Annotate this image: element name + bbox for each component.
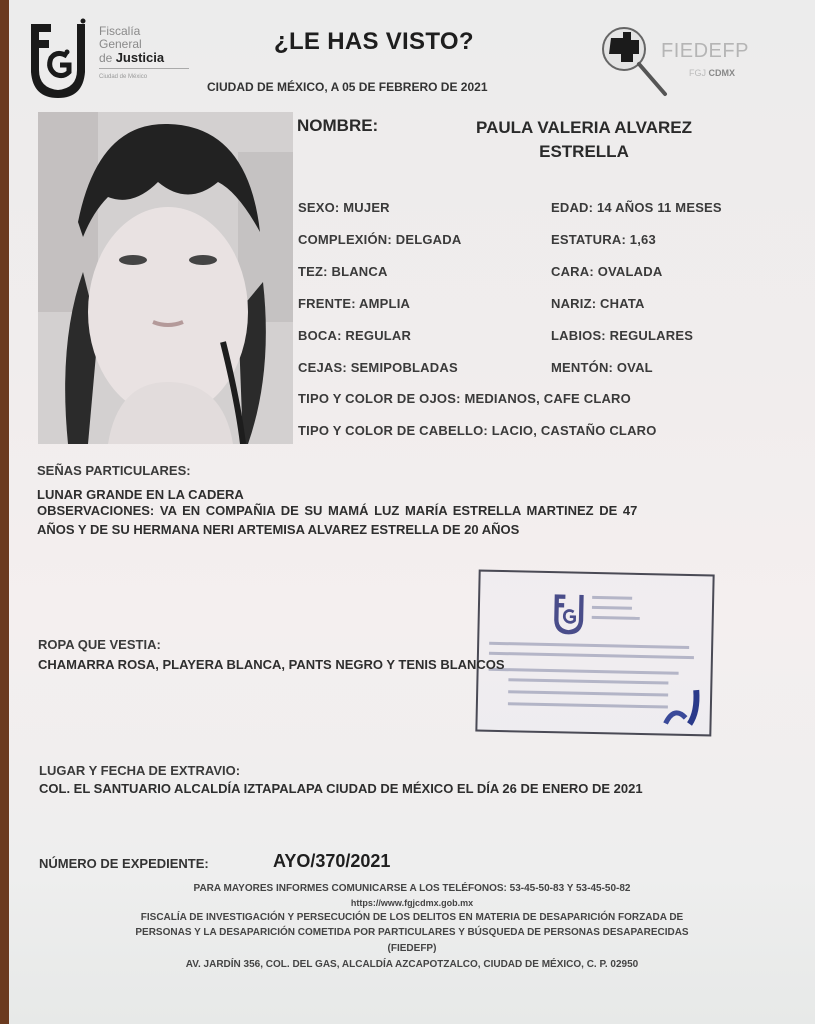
footer-agency-line-1: FISCALÍA DE INVESTIGACIÓN Y PERSECUCIÓN DE LOS DELITOS EN MATERIA DE DESAPARICIÓN FORZADA DE: [140, 912, 684, 923]
logo-line-2: General: [99, 37, 142, 51]
fgj-prefix: FGJ: [689, 68, 706, 78]
official-stamp: [475, 570, 714, 737]
name-label: NOMBRE:: [297, 116, 379, 135]
logo-line-1: Fiscalía: [99, 24, 141, 38]
footer-url[interactable]: https://www.fgjcdmx.gob.mx: [350, 898, 474, 908]
feature-ojos: TIPO Y COLOR DE OJOS: MEDIANOS, CAFE CLARO: [298, 391, 631, 406]
footer-agency-line-2: PERSONAS Y LA DESAPARICIÓN COMETIDA POR PARTICULARES Y BÚSQUEDA DE PERSONAS DESAPARECIDAS: [135, 927, 689, 938]
name-line-2: ESTRELLA: [539, 142, 629, 161]
feature-edad: EDAD: 14 AÑOS 11 MESES: [551, 200, 722, 215]
fgj-cdmx-label: [689, 68, 735, 78]
feature-complexion: COMPLEXIÓN: DELGADA: [298, 232, 462, 247]
feature-tez: TEZ: BLANCA: [298, 264, 388, 279]
fiedefp-logo-text: FIEDEFP: [661, 40, 749, 62]
feature-boca: BOCA: REGULAR: [298, 328, 412, 343]
feature-cabello: TIPO Y COLOR DE CABELLO: LACIO, CASTAÑO CLARO: [298, 423, 657, 438]
extravio-value: COL. EL SANTUARIO ALCALDÍA IZTAPALAPA CIUDAD DE MÉXICO EL DÍA 26 DE ENERO DE 2021: [39, 781, 643, 796]
feature-sexo: SEXO: MUJER: [298, 200, 390, 215]
fgj-logo-text: [99, 25, 189, 84]
missing-person-flyer: [9, 0, 815, 1024]
senas-label: SEÑAS PARTICULARES:: [37, 463, 191, 478]
logo-line-3-strong: Justicia: [115, 50, 165, 65]
logo-subtitle: Ciudad de México: [99, 68, 189, 84]
senas-value: LUNAR GRANDE EN LA CADERA: [37, 487, 244, 502]
place-date: CIUDAD DE MÉXICO, A 05 DE FEBRERO DE 2021: [207, 80, 488, 94]
cdmx-strong: CDMX: [708, 68, 736, 78]
feature-labios: LABIOS: REGULARES: [551, 328, 694, 343]
footer-phones: PARA MAYORES INFORMES COMUNICARSE A LOS TELÉFONOS: 53-45-50-83 Y 53-45-50-82: [193, 883, 631, 894]
name-line-1: PAULA VALERIA ALVAREZ: [476, 118, 692, 137]
feature-frente: FRENTE: AMPLIA: [298, 296, 411, 311]
expediente-label: NÚMERO DE EXPEDIENTE:: [39, 856, 209, 871]
ropa-label: ROPA QUE VESTIA:: [38, 637, 161, 652]
stamp-fgj-logo-icon: [551, 591, 586, 636]
portrait-image: [38, 112, 293, 444]
person-name: [449, 116, 719, 164]
magnifier-puzzle-icon: [599, 24, 669, 99]
feature-nariz: NARIZ: CHATA: [551, 296, 645, 311]
fgj-logo-icon: [27, 18, 89, 100]
feature-cara: CARA: OVALADA: [551, 264, 663, 279]
logo-line-3-prefix: de: [99, 51, 113, 65]
page-title: ¿LE HAS VISTO?: [274, 28, 474, 55]
extravio-label: LUGAR Y FECHA DE EXTRAVIO:: [39, 763, 241, 778]
feature-estatura: ESTATURA: 1,63: [551, 232, 656, 247]
ropa-value: CHAMARRA ROSA, PLAYERA BLANCA, PANTS NEGRO Y TENIS BLANCOS: [38, 657, 505, 672]
feature-menton: MENTÓN: OVAL: [551, 360, 653, 375]
person-photo: [38, 112, 293, 444]
stamp-seal-icon: [659, 683, 708, 732]
observaciones-line-2: AÑOS Y DE SU HERMANA NERI ARTEMISA ALVAREZ ESTRELLA DE 20 AÑOS: [37, 522, 520, 537]
observaciones-line-1: OBSERVACIONES: VA EN COMPAÑIA DE SU MAMÁ LUZ MARÍA ESTRELLA MARTINEZ DE 47: [37, 503, 638, 518]
feature-cejas: CEJAS: SEMIPOBLADAS: [298, 360, 458, 375]
expediente-value: AYO/370/2021: [273, 851, 391, 871]
footer-address: AV. JARDÍN 356, COL. DEL GAS, ALCALDÍA AZCAPOTZALCO, CIUDAD DE MÉXICO, C. P. 02950: [185, 959, 639, 970]
footer-agency-line-3: (FIEDEFP): [387, 943, 437, 954]
